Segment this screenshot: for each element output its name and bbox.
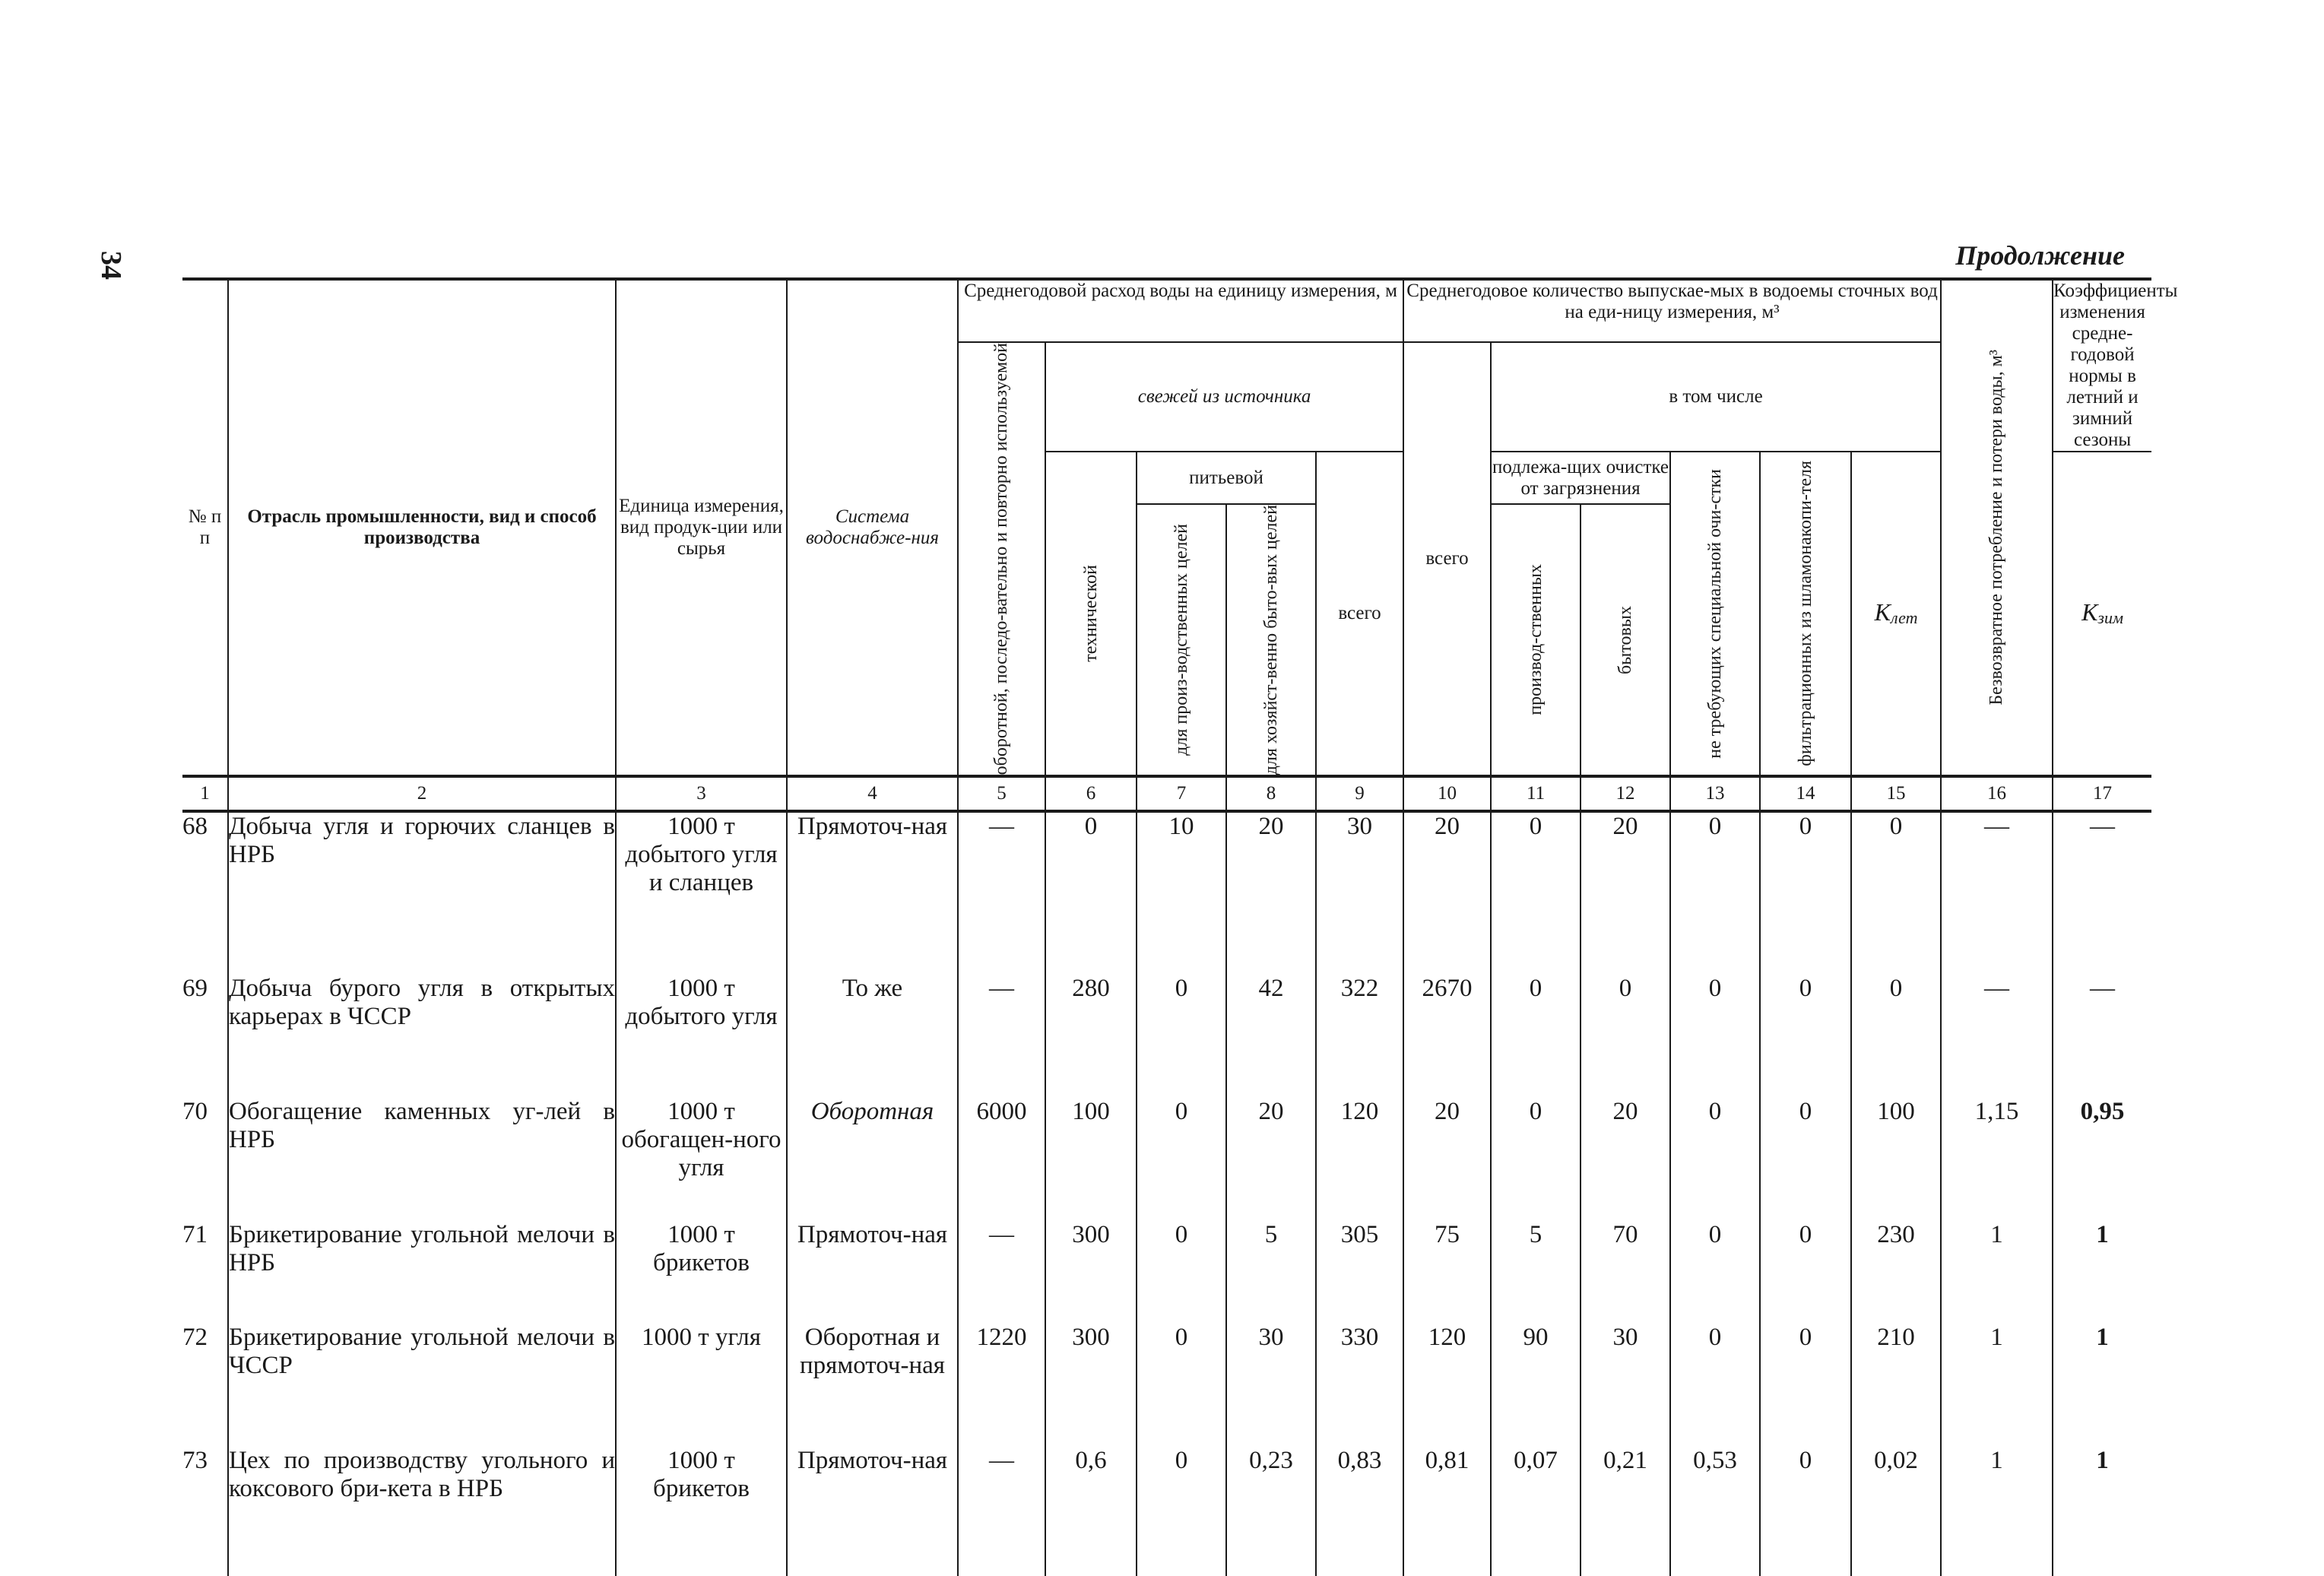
row-value: 0 (1760, 811, 1851, 975)
row-value: 0 (1045, 811, 1137, 975)
row-value: 300 (1045, 1221, 1137, 1324)
header-circulating: оборотной, последо-вательно и повторно используемой (958, 342, 1045, 776)
row-value: 0,53 (1670, 1447, 1760, 1576)
row-value: 0,07 (1491, 1447, 1581, 1576)
header-drink-household: для хозяйст-венно быто-вых целей (1226, 504, 1316, 776)
row-value: 0 (1491, 811, 1581, 975)
header-num: № п п (182, 279, 228, 776)
header-fresh-total: всего (1316, 452, 1403, 776)
table-row (182, 1324, 2151, 1447)
column-number: 6 (1045, 776, 1137, 811)
row-value: 305 (1316, 1221, 1403, 1324)
row-unit: 1000 т угля (616, 1324, 787, 1447)
row-unit: 1000 т добытого угля (616, 975, 787, 1098)
table-row (182, 1098, 2151, 1221)
row-value: 0,95 (2053, 1098, 2151, 1221)
row-value: 1 (2053, 1447, 2151, 1576)
row-num: 68 (182, 813, 208, 841)
header-system: Система водоснабже-ния (787, 279, 958, 776)
row-value: 1 (1941, 1447, 2053, 1576)
row-value: — (958, 975, 1045, 1098)
row-value: 2670 (1403, 975, 1491, 1098)
header-no-special-cleaning: не требующих специальной очи-стки (1670, 452, 1760, 776)
row-value: 0 (1760, 1221, 1851, 1324)
table-row (182, 1221, 2151, 1324)
row-value: 0 (1670, 1098, 1760, 1221)
row-unit: 1000 т брикетов (616, 1221, 787, 1324)
header-filtration: фильтрационных из шламонакопи-теля (1760, 452, 1851, 776)
header-fresh-group: свежей из источника (1045, 342, 1403, 452)
row-value: — (1941, 975, 2053, 1098)
column-number: 7 (1137, 776, 1226, 811)
header-k-winter: Kзим (2053, 452, 2151, 776)
column-number: 15 (1851, 776, 1941, 811)
row-value: 120 (1403, 1324, 1491, 1447)
row-value: 1220 (958, 1324, 1045, 1447)
column-number: 14 (1760, 776, 1851, 811)
row-value: 0 (1670, 1324, 1760, 1447)
header-subject-cleaning-group: подлежа-щих очистке от загрязнения (1491, 452, 1670, 504)
row-value: 30 (1316, 811, 1403, 975)
row-value: 0 (1491, 1098, 1581, 1221)
header-cleaning-production: производ-ственных (1491, 504, 1581, 776)
row-system: Оборотная и прямоточ-ная (787, 1324, 958, 1447)
row-value: 0 (1137, 975, 1226, 1098)
water-norms-table (182, 277, 2178, 1576)
column-number: 1 (182, 776, 228, 811)
column-number: 2 (228, 776, 616, 811)
row-value: 0,83 (1316, 1447, 1403, 1576)
header-irrecoverable: Безвозвратное потребление и потери воды, м³ (1941, 279, 2053, 776)
row-num: 71 (182, 1221, 208, 1249)
row-num: 72 (182, 1324, 208, 1352)
row-value: 0 (1851, 811, 1941, 975)
row-value: 0 (1670, 1221, 1760, 1324)
header-k-summer: Kлет (1851, 452, 1941, 776)
row-value: 0,81 (1403, 1447, 1491, 1576)
row-value: 30 (1581, 1324, 1670, 1447)
column-number: 8 (1226, 776, 1316, 811)
row-value: — (958, 1447, 1045, 1576)
row-value: 0 (1491, 975, 1581, 1098)
row-value: 0,6 (1045, 1447, 1137, 1576)
row-value: 280 (1045, 975, 1137, 1098)
row-value: 0 (1581, 975, 1670, 1098)
row-unit: 1000 т обогащен-ного угля (616, 1098, 787, 1221)
row-system: То же (787, 975, 958, 1098)
row-value: 0 (1137, 1098, 1226, 1221)
row-description: Брикетирование угольной мелочи в НРБ (228, 1221, 616, 1324)
row-value: — (958, 1221, 1045, 1324)
row-description: Обогащение каменных уг-лей в НРБ (228, 1098, 616, 1221)
row-value: 0 (1137, 1221, 1226, 1324)
row-value: 210 (1851, 1324, 1941, 1447)
column-number: 3 (616, 776, 787, 811)
row-value: 5 (1226, 1221, 1316, 1324)
column-number: 5 (958, 776, 1045, 811)
column-number: 12 (1581, 776, 1670, 811)
row-value: — (2053, 975, 2151, 1098)
row-unit: 1000 т брикетов (616, 1447, 787, 1576)
row-value: 0 (1137, 1324, 1226, 1447)
table-row (182, 811, 2151, 975)
header-technical: технической (1045, 452, 1137, 776)
row-value: 5 (1491, 1221, 1581, 1324)
column-number: 16 (1941, 776, 2053, 811)
row-system: Оборотная (787, 1098, 958, 1221)
row-value: 70 (1581, 1221, 1670, 1324)
page-number: 34 (95, 251, 127, 280)
header-coeff-group: Коэффициенты изменения средне-годовой нормы в летний и зимний сезоны (2053, 281, 2178, 450)
row-value: — (1941, 811, 2053, 975)
header-cleaning-household: бытовых (1581, 504, 1670, 776)
row-value: 330 (1316, 1324, 1403, 1447)
row-value: 0 (1760, 1447, 1851, 1576)
row-value: 0 (1760, 1324, 1851, 1447)
column-number: 17 (2053, 776, 2151, 811)
column-number: 9 (1316, 776, 1403, 811)
row-value: 1 (2053, 1324, 2151, 1447)
row-value: 0 (1760, 975, 1851, 1098)
row-value: 20 (1581, 811, 1670, 975)
row-description: Брикетирование угольной мелочи в ЧССР (228, 1324, 616, 1447)
row-value: — (2053, 811, 2151, 975)
row-value: 0 (1670, 811, 1760, 975)
row-num: 70 (182, 1098, 208, 1126)
row-value: 322 (1316, 975, 1403, 1098)
column-number: 10 (1403, 776, 1491, 811)
row-num: 69 (182, 975, 208, 1003)
row-value: 1 (1941, 1324, 2053, 1447)
row-value: 230 (1851, 1221, 1941, 1324)
row-value: 0,23 (1226, 1447, 1316, 1576)
row-value: 0 (1851, 975, 1941, 1098)
row-system: Прямоточ-ная (787, 1221, 958, 1324)
row-value: 20 (1581, 1098, 1670, 1221)
row-value: 42 (1226, 975, 1316, 1098)
row-value: 6000 (958, 1098, 1045, 1221)
row-value: 120 (1316, 1098, 1403, 1221)
row-system: Прямоточ-ная (787, 1447, 958, 1576)
column-number: 11 (1491, 776, 1581, 811)
row-value: — (958, 811, 1045, 975)
row-value: 20 (1403, 1098, 1491, 1221)
row-system: Прямоточ-ная (787, 811, 958, 975)
column-number: 4 (787, 776, 958, 811)
row-description: Цех по производству угольного и коксового бри-кета в НРБ (228, 1447, 616, 1576)
row-value: 20 (1226, 1098, 1316, 1221)
row-value: 75 (1403, 1221, 1491, 1324)
row-value: 90 (1491, 1324, 1581, 1447)
header-including-group: в том числе (1491, 342, 1941, 452)
continuation-label: Продолжение (1955, 240, 2125, 271)
column-numbers-row (182, 776, 2151, 811)
column-number: 13 (1670, 776, 1760, 811)
table-row (182, 1447, 2151, 1576)
row-value: 0 (1137, 1447, 1226, 1576)
header-consumption-group: Среднегодовой расход воды на единицу измерения, м (958, 279, 1403, 342)
row-value: 30 (1226, 1324, 1316, 1447)
header-unit: Единица измерения, вид продук-ции или сырья (616, 279, 787, 776)
row-value: 100 (1851, 1098, 1941, 1221)
header-drinking-group: питьевой (1137, 452, 1316, 504)
row-value: 0,02 (1851, 1447, 1941, 1576)
row-num: 73 (182, 1447, 208, 1475)
header-industry: Отрасль промышленности, вид и способ производства (228, 279, 616, 776)
row-value: 20 (1226, 811, 1316, 975)
row-value: 10 (1137, 811, 1226, 975)
header-discharge-total: всего (1403, 342, 1491, 776)
row-value: 100 (1045, 1098, 1137, 1221)
row-description: Добыча бурого угля в открытых карьерах в ЧССР (228, 975, 616, 1098)
row-value: 0 (1670, 975, 1760, 1098)
row-description: Добыча угля и горючих сланцев в НРБ (228, 811, 616, 975)
header-discharge-group: Среднегодовое количество выпускае-мых в водоемы сточных вод на еди-ницу измерения, м³ (1403, 279, 1941, 342)
table-row (182, 975, 2151, 1098)
row-value: 300 (1045, 1324, 1137, 1447)
row-value: 0,21 (1581, 1447, 1670, 1576)
row-value: 1 (2053, 1221, 2151, 1324)
row-value: 20 (1403, 811, 1491, 975)
row-unit: 1000 т добытого угля и сланцев (616, 811, 787, 975)
row-value: 0 (1760, 1098, 1851, 1221)
row-value: 1,15 (1941, 1098, 2053, 1221)
row-value: 1 (1941, 1221, 2053, 1324)
header-drink-production: для произ-водственных целей (1137, 504, 1226, 776)
